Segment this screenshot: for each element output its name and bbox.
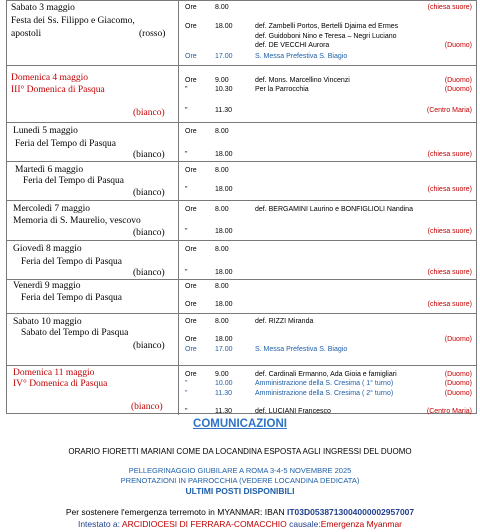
mass-place: (chiesa suore) bbox=[427, 301, 472, 308]
mass-time: 18.00 bbox=[215, 151, 233, 158]
ore-label: Ore bbox=[185, 336, 197, 343]
day-celebration: III° Domenica di Pasqua bbox=[11, 85, 105, 95]
schedule-row-tue-6 bbox=[7, 162, 476, 201]
mass-time: 17.00 bbox=[215, 53, 233, 60]
day-cell bbox=[7, 366, 179, 415]
day-celebration: Festa dei Ss. Filippo e Giacomo, bbox=[11, 16, 135, 26]
recipient-line bbox=[0, 519, 480, 529]
day-cell bbox=[7, 201, 179, 240]
mass-place: (chiesa suore) bbox=[427, 151, 472, 158]
day-date: Sabato 10 maggio bbox=[13, 317, 82, 327]
iban-value: IT03D0538713004000002957007 bbox=[286, 507, 415, 517]
mass-place: (Duomo) bbox=[444, 380, 472, 387]
mass-intention: Amministrazione della S. Cresima ( 1° turno) bbox=[255, 380, 394, 387]
ore-label: Ore bbox=[185, 53, 197, 60]
mass-place: (Duomo) bbox=[444, 77, 472, 84]
day-celebration: Feria del Tempo di Pasqua bbox=[23, 176, 125, 186]
day-celebration: Feria del Tempo di Pasqua bbox=[15, 139, 117, 149]
mass-time: 9.00 bbox=[215, 371, 229, 378]
ore-label: Ore bbox=[185, 346, 197, 353]
mass-time: 10.00 bbox=[215, 380, 233, 387]
day-celebration-cont: apostoli bbox=[11, 29, 42, 39]
day-cell bbox=[7, 314, 179, 365]
fioretti-notice: ORARIO FIORETTI MARIANI COME DA LOCANDINA ESPOSTA AGLI INGRESSI DEL DUOMO bbox=[68, 447, 412, 456]
ore-label: Ore bbox=[185, 283, 197, 290]
pilgrimage-line-3: ULTIMI POSTI DISPONIBILI bbox=[185, 486, 295, 496]
liturgical-color: (rosso) bbox=[139, 29, 166, 39]
mass-intention: Per la Parrocchia bbox=[255, 86, 309, 93]
day-celebration: Feria del Tempo di Pasqua bbox=[21, 257, 123, 267]
pilgrimage-line-1: PELLEGRINAGGIO GIUBILARE A ROMA 3-4-5 NOVEMBRE 2025 bbox=[128, 466, 352, 475]
ore-label: Ore bbox=[185, 167, 197, 174]
mass-place: (Centro Maria) bbox=[426, 107, 472, 114]
mass-time: 8.00 bbox=[215, 167, 229, 174]
mass-place: (chiesa suore) bbox=[427, 4, 472, 11]
ore-label: Ore bbox=[185, 4, 197, 11]
mass-time: 8.00 bbox=[215, 283, 229, 290]
liturgical-color: (bianco) bbox=[133, 188, 165, 198]
ore-label: " bbox=[185, 380, 188, 387]
mass-intention: def. Cardinali Ermanno, Ada Gioia e famigliari bbox=[255, 371, 397, 378]
ore-label: Ore bbox=[185, 371, 197, 378]
mass-place: (Duomo) bbox=[444, 86, 472, 93]
mass-intention: def. Mons. Marcellino Vincenzi bbox=[255, 77, 350, 84]
mass-place: (Duomo) bbox=[444, 371, 472, 378]
day-date: Sabato 3 maggio bbox=[11, 3, 75, 13]
ore-label: " bbox=[185, 408, 188, 415]
mass-place: (Centro Maria) bbox=[426, 408, 472, 415]
mass-place: (Duomo) bbox=[444, 390, 472, 397]
pilgrimage-line-2: PRENOTAZIONI IN PARROCCHIA (VEDERE LOCANDINA DEDICATA) bbox=[120, 476, 360, 485]
day-cell bbox=[7, 123, 179, 161]
day-date: Lunedì 5 maggio bbox=[13, 126, 78, 136]
day-celebration: IV° Domenica di Pasqua bbox=[13, 379, 108, 389]
mass-intention: def. DE VECCHI Aurora bbox=[255, 42, 330, 49]
day-date: Venerdì 9 maggio bbox=[13, 281, 81, 291]
day-date: Mercoledì 7 maggio bbox=[13, 204, 91, 214]
ore-label: " bbox=[185, 390, 188, 397]
mass-time: 9.00 bbox=[215, 77, 229, 84]
mass-place: (chiesa suore) bbox=[427, 269, 472, 276]
day-celebration: Feria del Tempo di Pasqua bbox=[21, 293, 123, 303]
mass-intention: S. Messa Prefestiva S. Biagio bbox=[255, 53, 348, 60]
liturgical-color: (bianco) bbox=[133, 150, 165, 160]
mass-time: 8.00 bbox=[215, 128, 229, 135]
recipient-value: ARCIDIOCESI DI FERRARA-COMACCHIO bbox=[121, 519, 287, 529]
ore-label: " bbox=[185, 86, 188, 93]
ore-label: " bbox=[185, 186, 188, 193]
mass-place: (Duomo) bbox=[444, 336, 472, 343]
day-date: Giovedì 8 maggio bbox=[13, 244, 82, 254]
liturgical-color: (bianco) bbox=[133, 341, 165, 351]
mass-intention: Amministrazione della S. Cresima ( 2° turno) bbox=[255, 390, 394, 397]
liturgical-color: (bianco) bbox=[133, 108, 165, 118]
mass-time: 18.00 bbox=[215, 228, 233, 235]
schedule-row-thu-8 bbox=[7, 241, 476, 280]
day-cell bbox=[7, 66, 179, 122]
ore-label: Ore bbox=[185, 23, 197, 30]
communications-title: COMUNICAZIONI bbox=[193, 418, 287, 430]
day-date: Domenica 4 maggio bbox=[11, 73, 89, 83]
causale-value: Emergenza Myanmar bbox=[320, 519, 403, 529]
liturgical-color: (bianco) bbox=[133, 268, 165, 278]
mass-schedule-table bbox=[6, 0, 477, 414]
day-cell bbox=[7, 280, 179, 313]
causale-label: causale: bbox=[286, 519, 321, 529]
mass-time: 17.00 bbox=[215, 346, 233, 353]
donation-text: Per sostenere l'emergenza terremoto in MYANMAR: IBAN bbox=[65, 507, 287, 517]
day-cell bbox=[7, 1, 179, 65]
ore-label: Ore bbox=[185, 246, 197, 253]
day-date: Domenica 11 maggio bbox=[13, 368, 95, 378]
mass-intention: def. Zambelli Portos, Bertelli Djaima ed Ermes bbox=[255, 23, 399, 30]
schedule-row-sun-4 bbox=[7, 66, 476, 123]
mass-intention: def. BERGAMINI Laurino e BONFIGLIOLI Nandina bbox=[255, 206, 413, 213]
ore-label: Ore bbox=[185, 77, 197, 84]
day-date: Martedì 6 maggio bbox=[15, 165, 84, 175]
mass-time: 8.00 bbox=[215, 206, 229, 213]
mass-intention: S. Messa Prefestiva S. Biagio bbox=[255, 346, 348, 353]
mass-time: 8.00 bbox=[215, 246, 229, 253]
ore-label: " bbox=[185, 228, 188, 235]
schedule-row-fri-9 bbox=[7, 280, 476, 314]
mass-time: 18.00 bbox=[215, 301, 233, 308]
ore-label: Ore bbox=[185, 128, 197, 135]
ore-label: Ore bbox=[185, 318, 197, 325]
ore-label: " bbox=[185, 107, 188, 114]
mass-place: (chiesa suore) bbox=[427, 228, 472, 235]
donation-line bbox=[0, 507, 480, 517]
recipient-label: Intestato a: bbox=[77, 519, 122, 529]
schedule-row-wed-7 bbox=[7, 201, 476, 241]
schedule-row-sat-10 bbox=[7, 314, 476, 366]
mass-time: 18.00 bbox=[215, 269, 233, 276]
mass-intention: def. Guidoboni Nino e Teresa – Negri Luciano bbox=[255, 33, 397, 40]
mass-time: 11.30 bbox=[215, 408, 232, 415]
mass-intention: def. RIZZI Miranda bbox=[255, 318, 314, 325]
mass-time: 11.30 bbox=[215, 107, 232, 114]
mass-time: 18.00 bbox=[215, 186, 233, 193]
liturgical-color: (bianco) bbox=[133, 228, 165, 238]
mass-time: 11.30 bbox=[215, 390, 232, 397]
day-celebration: Memoria di S. Maurelio, vescovo bbox=[13, 216, 141, 226]
schedule-row-sun-11 bbox=[7, 366, 476, 415]
day-cell bbox=[7, 162, 179, 200]
schedule-row-mon-5 bbox=[7, 123, 476, 162]
ore-label: Ore bbox=[185, 301, 197, 308]
mass-intention: def. LUCIANI Francesco bbox=[255, 408, 331, 415]
mass-time: 10.30 bbox=[215, 86, 233, 93]
mass-time: 8.00 bbox=[215, 318, 229, 325]
day-celebration: Sabato del Tempo di Pasqua bbox=[21, 328, 129, 338]
mass-time: 18.00 bbox=[215, 336, 233, 343]
mass-time: 8.00 bbox=[215, 4, 229, 11]
liturgical-color: (bianco) bbox=[131, 402, 163, 412]
mass-place: (Duomo) bbox=[444, 42, 472, 49]
day-cell bbox=[7, 241, 179, 279]
ore-label: " bbox=[185, 151, 188, 158]
ore-label: Ore bbox=[185, 206, 197, 213]
mass-place: (chiesa suore) bbox=[427, 186, 472, 193]
ore-label: " bbox=[185, 269, 188, 276]
schedule-row-sat-3 bbox=[7, 1, 476, 66]
mass-time: 18.00 bbox=[215, 23, 233, 30]
